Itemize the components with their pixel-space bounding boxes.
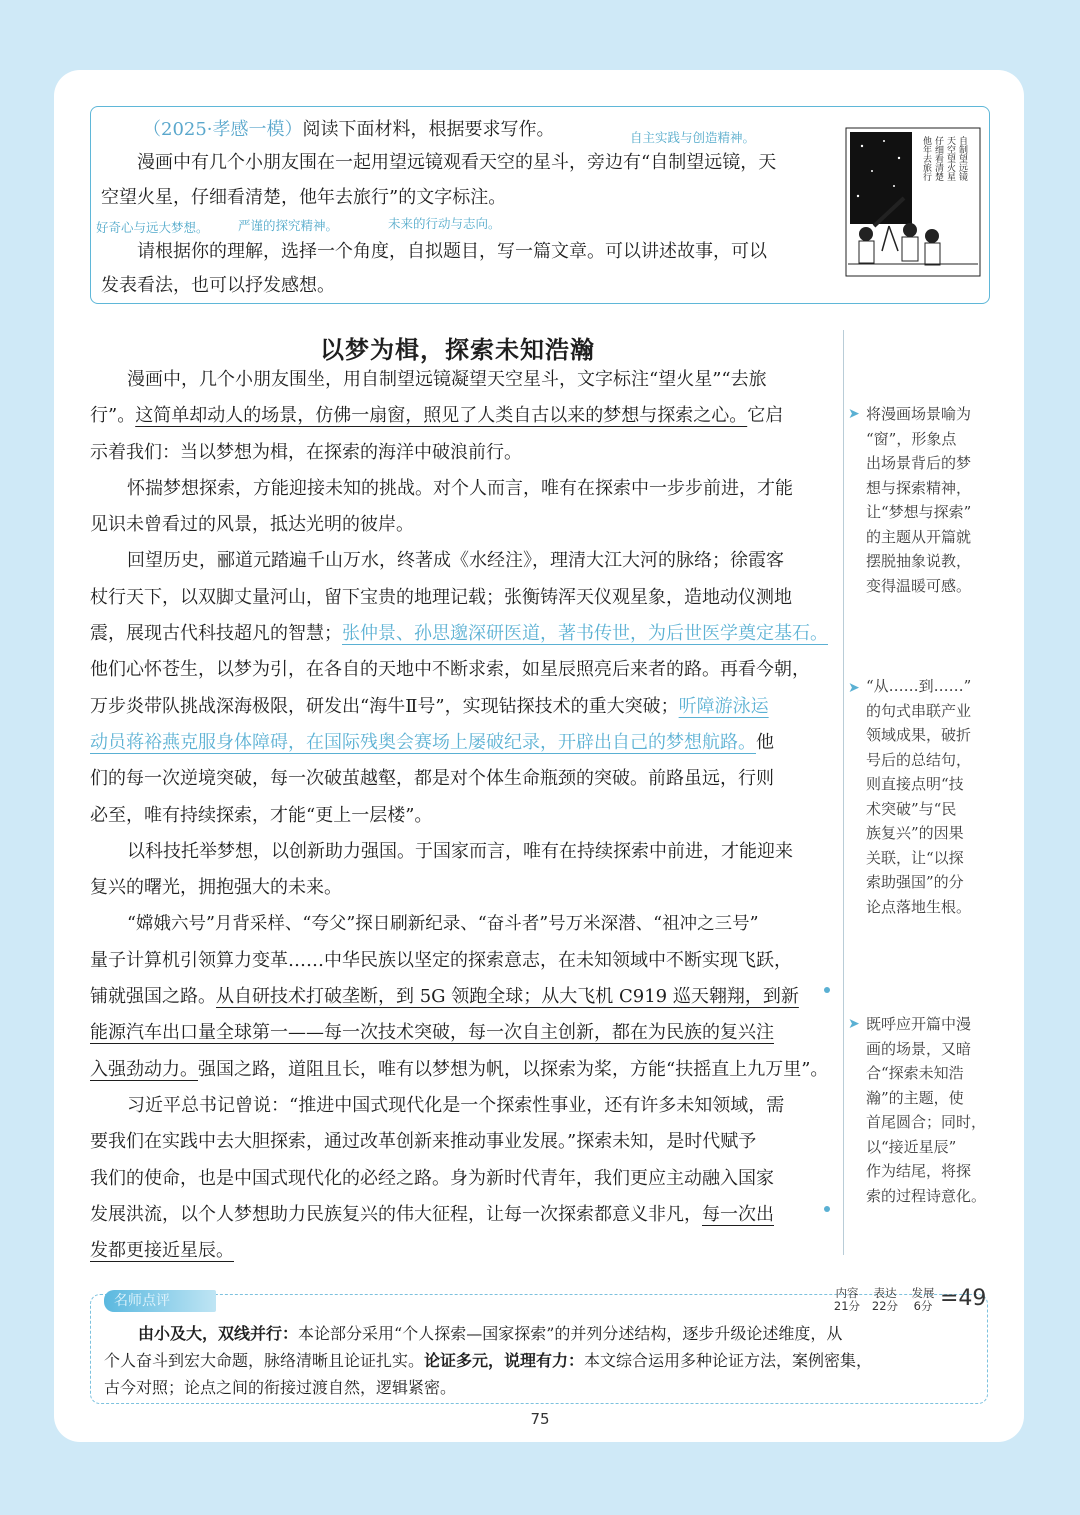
margin-note-line: 术突破”与“民 [866,799,957,818]
score-content [828,1287,866,1313]
margin-note-line: 关联，让“以探 [866,848,964,867]
margin-note-line: 画的场景，又暗 [866,1039,972,1058]
margin-note-line: 合“探索未知浩 [866,1064,964,1082]
svg-text:天空望火星: 天空望火星 [945,136,955,181]
essay-line: 漫画中，几个小朋友围坐，用自制望远镜凝望天空星斗，文字标注“望火星”“去旅 [127,369,767,390]
essay-line: 杖行天下，以双脚丈量河山，留下宝贵的地理记载；张衡铸浑天仪观星象，造地动仪测地 [90,586,792,608]
essay-line [90,1233,825,1269]
prompt-source: （2025·孝感一模） [143,119,303,140]
essay-underlined-text: 从自研技术打破垄断，到 5G 领跑全球；从大飞机 C919 巡天翱翔，到新 [216,986,799,1008]
margin-note-line: 想与探索精神， [866,478,972,497]
prompt-task-line-2: 发表看法，也可以抒发感想。 [101,275,335,296]
margin-note-line: 以“接近星辰” [866,1137,957,1156]
arrow-icon: ➤ [848,680,860,696]
page-number: 75 [530,1410,550,1428]
essay-text: 行”。 [90,405,136,427]
essay-line [90,725,825,761]
essay-line: 习近平总书记曾说：“推进中国式现代化是一个探索性事业，还有许多未知领域，需 [127,1094,785,1116]
essay-text: 强国之路，道阻且长，唯有以梦想为帆，以探索为桨，方能“扶摇直上九万里”。 [198,1058,829,1080]
prompt-material-line-1: 漫画中有几个小朋友围在一起用望远镜观看天空的星斗，旁边有“自制望远镜，天 [137,152,777,173]
essay-line: 他们心怀苍生，以梦为引，在各自的天地中不断求索，如星辰照亮后来者的路。再看今朝， [90,659,810,681]
essay-line [90,1197,825,1233]
commentary-tag: 名师点评 [104,1290,216,1312]
svg-text:自制望远镜: 自制望远镜 [957,136,967,181]
margin-note-line: 则直接点明“技 [866,775,964,793]
score-development [904,1287,942,1313]
essay-line [90,616,828,652]
essay-line [90,689,825,725]
score-label: 内容 [835,1286,859,1300]
margin-note-2 [866,674,990,919]
margin-note-line: 领域成果，破折 [866,726,972,744]
margin-note-line: 瀚”的主题，使 [866,1088,964,1107]
essay-line: 量子计算机引领算力变革……中华民族以坚定的探索意志，在未知领域中不断实现飞跃， [90,949,792,971]
commentary-sentence: 个人奋斗到宏大命题，脉络清晰且论证扎实。 [104,1351,425,1370]
commentary-sentence: 本论部分采用“个人探索—国家探索”的并列分述结构，逐步升级论述维度，从 [298,1324,843,1343]
essay-highlighted-text: 听障游泳运 [678,695,769,717]
essay-line: 以科技托举梦想，以创新助力强国。于国家而言，唯有在持续探索中前进，才能迎来 [127,840,793,862]
essay-text: 震，展现古代科技超凡的智慧； [90,623,342,645]
handwritten-note-3: 严谨的探究精神。 [238,218,339,233]
commentary-heading: 论证多元，说理有力： [424,1351,585,1370]
margin-note-line: 让“梦想与探索” [866,503,972,521]
essay-underlined-text: 这简单却动人的场景，仿佛一扇窗，照见了人类自古以来的梦想与探索之心。 [135,405,748,427]
essay-underlined-text: 能源汽车出口量全球第一——每一次技术突破，每一次自主创新，都在为民族的复兴注 [90,1022,774,1044]
score-label: 发展 [911,1286,935,1300]
prompt-intro: 阅读下面材料，根据要求写作。 [302,119,555,140]
night-window [850,132,912,224]
essay-line: 复兴的曙光，拥抱强大的未来。 [90,877,342,899]
commentary-heading: 由小及大，双线并行： [138,1324,299,1343]
margin-note-line: 族复兴”的因果 [866,824,964,842]
margin-note-line: “从……到……” [866,677,972,695]
essay-text: 铺就强国之路。 [90,986,216,1008]
svg-text:他年去旅行: 他年去旅行 [921,136,931,181]
handwritten-note-1: 自主实践与创造精神。 [630,130,756,145]
margin-note-line: 摆脱抽象说教， [866,552,972,570]
margin-note-line: 索的过程诗意化。 [866,1186,987,1205]
essay-text: 它启 [747,405,784,427]
essay-underlined-text: 入强劲动力。 [90,1058,198,1080]
prompt-intro-line [143,119,555,141]
margin-note-line: 的句式串联产业 [866,701,972,720]
margin-note-1 [866,402,990,598]
commentary-line [104,1347,979,1374]
margin-note-line: 索助强国”的分 [866,873,964,891]
margin-note-line: 将漫画场景喻为 [866,405,972,423]
essay-highlighted-text: 动员蒋裕燕克服身体障碍，在国际残奥会赛场上屡破纪录，开辟出自己的梦想航路。 [90,731,756,753]
commentary-text [104,1320,979,1401]
prompt-material-line-2: 空望火星，仔细看清楚，他年去旅行”的文字标注。 [101,187,507,208]
handwritten-note-4: 未来的行动与志向。 [388,216,501,231]
margin-note-line: 既呼应开篇中漫 [866,1015,972,1033]
margin-note-line: 的主题从开篇就 [866,527,972,546]
commentary-line [104,1320,979,1347]
connector-dot [824,987,830,993]
essay-line [90,979,825,1015]
margin-note-line: 首尾圆合；同时， [866,1113,987,1131]
margin-note-line: 变得温暖可感。 [866,576,972,595]
essay-line: 要我们在实践中去大胆探索，通过改革创新来推动事业发展。”探索未知，是时代赋予 [90,1131,757,1153]
essay-line: 我们的使命，也是中国式现代化的必经之路。身为新时代青年，我们更应主动融入国家 [90,1167,774,1189]
essay-underlined-text: 每一次出 [702,1203,774,1225]
arrow-icon: ➤ [848,1016,860,1032]
essay-highlighted-text: 张仲景、孙思邈深研医道，著书传世，为后世医学奠定基石。 [342,623,828,645]
handwritten-note-2: 好奇心与远大梦想。 [96,220,209,235]
margin-divider [843,330,844,1255]
essay-line: 怀揣梦想探索，方能迎接未知的挑战。对个人而言，唯有在探索中一步步前进，才能 [127,477,793,499]
score-value: 21分 [833,1299,861,1313]
margin-note-line: 号后的总结句， [866,750,972,769]
essay-line [90,1015,825,1051]
commentary-line: 古今对照；论点之间的衔接过渡自然，逻辑紧密。 [104,1378,457,1397]
cartoon-illustration [844,126,982,278]
essay-line: 见识未曾看过的风景，抵达光明的彼岸。 [90,514,414,536]
score-label: 表达 [873,1286,897,1300]
score-expression [866,1287,904,1313]
svg-text:仔细看清楚: 仔细看清楚 [933,136,943,181]
essay-line: 回望历史，郦道元踏遍千山万水，终著成《水经注》，理清大江大河的脉络；徐霞客 [127,550,784,572]
essay-underlined-text: 发都更接近星辰。 [90,1240,234,1262]
essay-text: 万步炎带队挑战深海极限，研发出“海牛Ⅱ号”，实现钻探技术的重大突破； [90,695,679,717]
essay-line: 示着我们：当以梦想为楫，在探索的海洋中破浪前行。 [90,441,522,463]
prompt-task-line-1: 请根据你的理解，选择一个角度，自拟题目，写一篇文章。可以讲述故事，可以 [137,241,767,262]
essay-line [90,398,825,434]
essay-title: 以梦为楫，探索未知浩瀚 [320,335,595,364]
essay-line: “嫦娥六号”月背采样、“夸父”探日刷新纪录、“奋斗者”号万米深潜、“祖冲之三号” [127,914,759,935]
score-breakdown [828,1287,942,1313]
margin-note-line: 出场景背后的梦 [866,454,972,472]
margin-note-line: “窗”，形象点 [866,429,957,448]
child-figure [859,227,873,241]
essay-line: 必至，唯有持续探索，才能“更上一层楼”。 [90,804,433,826]
score-value: 22分 [871,1299,899,1313]
score-value: 6分 [913,1299,933,1313]
essay-body [90,362,829,1269]
arrow-icon: ➤ [848,406,860,422]
connector-dot [824,1206,830,1212]
essay-line [90,1052,829,1088]
commentary-sentence: 本文综合运用多种论证方法，案例密集， [584,1351,873,1370]
margin-note-3 [866,1012,990,1208]
essay-text: 他 [756,731,774,753]
essay-text: 发展洪流，以个人梦想助力民族复兴的伟大征程，让每一次探索都意义非凡， [90,1203,702,1225]
margin-note-line: 作为结尾，将探 [866,1162,972,1180]
essay-line: 们的每一次逆境突破，每一次破茧越壑，都是对个体生命瓶颈的突破。前路虽远，行则 [90,768,774,790]
margin-note-line: 论点落地生根。 [866,897,972,916]
score-total: =49 [940,1286,987,1311]
